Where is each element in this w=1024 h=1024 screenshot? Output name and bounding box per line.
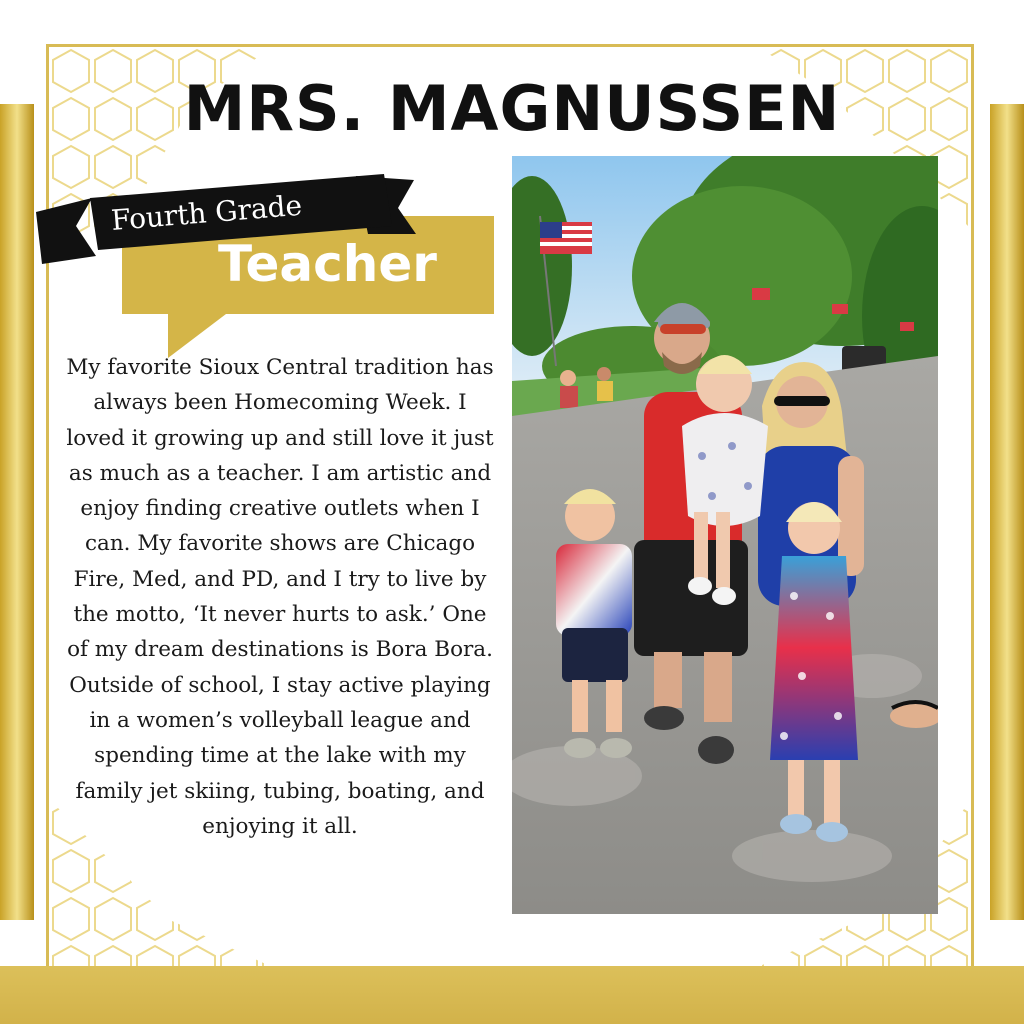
left-gold-bar (0, 104, 34, 920)
teacher-bio: My favorite Sioux Central tradition has always been Homecoming Week. I loved it growing up and still love it just as much as a teacher. I am artistic and enjoy finding creative outlets when I can. My favorite shows are Chicago Fire, Med, and PD, and I try to live by the motto, ‘It never hurts to ask.’ One of my dream destinations is Bora Bora. Outside of school, I stay active playing in a women’s volleyball league and spending time at the lake with my family jet skiing, tubing, boating, and enjoying it all. (66, 355, 494, 839)
family-photo-illustration (512, 156, 938, 914)
page-title: MRS. MAGNUSSEN (183, 72, 841, 145)
role-banner (36, 168, 506, 368)
banner-subtitle: Fourth Grade (109, 188, 304, 237)
right-gold-bar (990, 104, 1024, 920)
bottom-gold-band (0, 966, 1024, 1024)
banner-role: Teacher (218, 235, 437, 293)
family-photo (512, 156, 938, 914)
